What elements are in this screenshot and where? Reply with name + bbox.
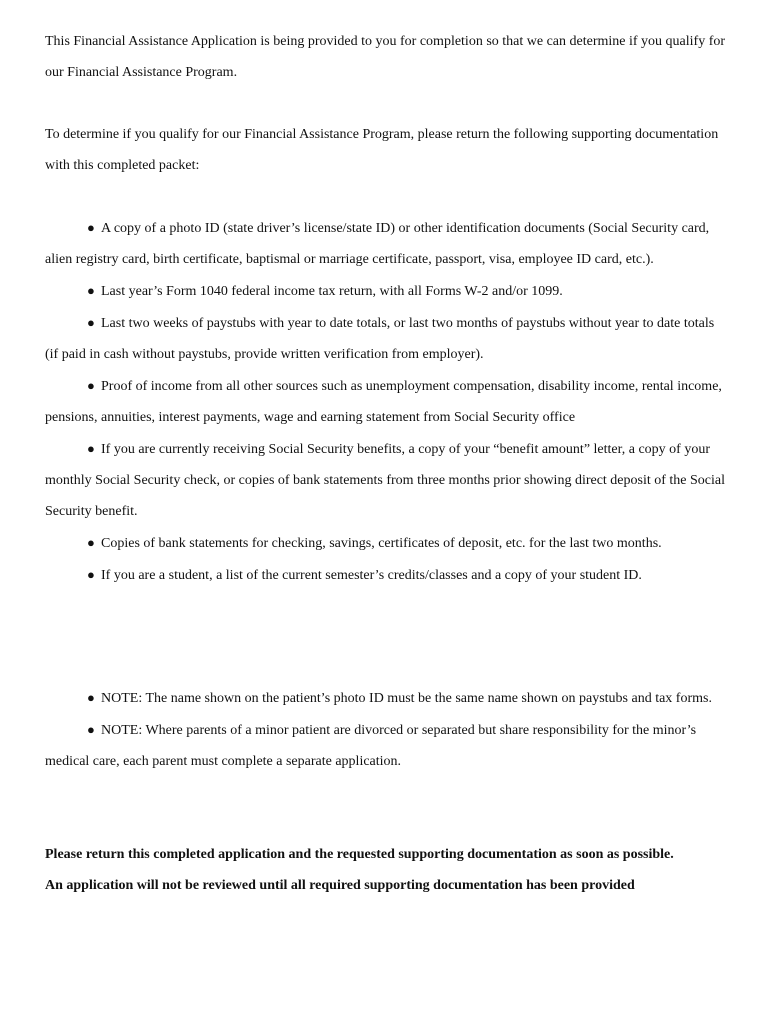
bullet-icon: ● — [87, 220, 95, 235]
list-item — [45, 433, 730, 527]
requirements-list — [45, 212, 730, 591]
note-text: NOTE: The name shown on the patient’s photo ID must be the same name shown on paystubs and tax forms. — [101, 691, 712, 706]
list-item-text: Copies of bank statements for checking, savings, certificates of deposit, etc. for the last two months. — [101, 536, 662, 551]
bullet-icon: ● — [87, 722, 95, 737]
list-item-text: Last year’s Form 1040 federal income tax return, with all Forms W-2 and/or 1099. — [101, 284, 563, 299]
intro-paragraph: This Financial Assistance Application is being provided to you for completion so that we can determine if you qualify for our Financial Assistance Program. — [45, 34, 726, 80]
bullet-icon: ● — [87, 283, 95, 298]
list-item — [45, 559, 730, 591]
list-item — [45, 212, 730, 275]
bullet-icon: ● — [87, 567, 95, 582]
note-text: NOTE: Where parents of a minor patient are divorced or separated but share responsibility for the minor’s medical care, each parent must complete a separate application. — [45, 723, 697, 769]
bullet-icon: ● — [87, 535, 95, 550]
notes-list — [45, 682, 730, 777]
bullet-icon: ● — [87, 378, 95, 393]
spacer — [45, 591, 730, 682]
list-item-text: If you are a student, a list of the current semester’s credits/classes and a copy of your student ID. — [101, 568, 642, 583]
note-item — [45, 714, 730, 777]
list-item — [45, 307, 730, 370]
list-item-text: If you are currently receiving Social Security benefits, a copy of your “benefit amount” letter, a copy of your monthly Social Security check, or copies of bank statements from three months prior showing direct deposit of the Social Security benefit. — [45, 442, 726, 519]
list-item-text: Last two weeks of paystubs with year to date totals, or last two months of paystubs without year to date totals (if paid in cash without paystubs, provide written verification from employer). — [45, 316, 715, 362]
list-item — [45, 527, 730, 559]
spacer — [45, 181, 730, 212]
bullet-icon: ● — [87, 690, 95, 705]
list-item — [45, 275, 730, 307]
instructions-paragraph: To determine if you qualify for our Financial Assistance Program, please return the following supporting documentation with this completed packet: — [45, 127, 719, 173]
spacer — [45, 88, 730, 119]
closing-warning: An application will not be reviewed until all required supporting documentation has been provided — [45, 878, 635, 893]
list-item-text: Proof of income from all other sources such as unemployment compensation, disability income, rental income, pensions, annuities, interest payments, wage and earning statement from Social Security office — [45, 379, 722, 425]
closing-instruction: Please return this completed application and the requested supporting documentation as soon as possible. — [45, 847, 674, 862]
bullet-icon: ● — [87, 315, 95, 330]
note-item — [45, 682, 730, 714]
spacer — [45, 777, 730, 839]
list-item — [45, 370, 730, 433]
bullet-icon: ● — [87, 441, 95, 456]
list-item-text: A copy of a photo ID (state driver’s license/state ID) or other identification documents (Social Security card, alien registry card, birth certificate, baptismal or marriage certificate, passport, visa, employee ID card, etc.). — [45, 221, 710, 267]
